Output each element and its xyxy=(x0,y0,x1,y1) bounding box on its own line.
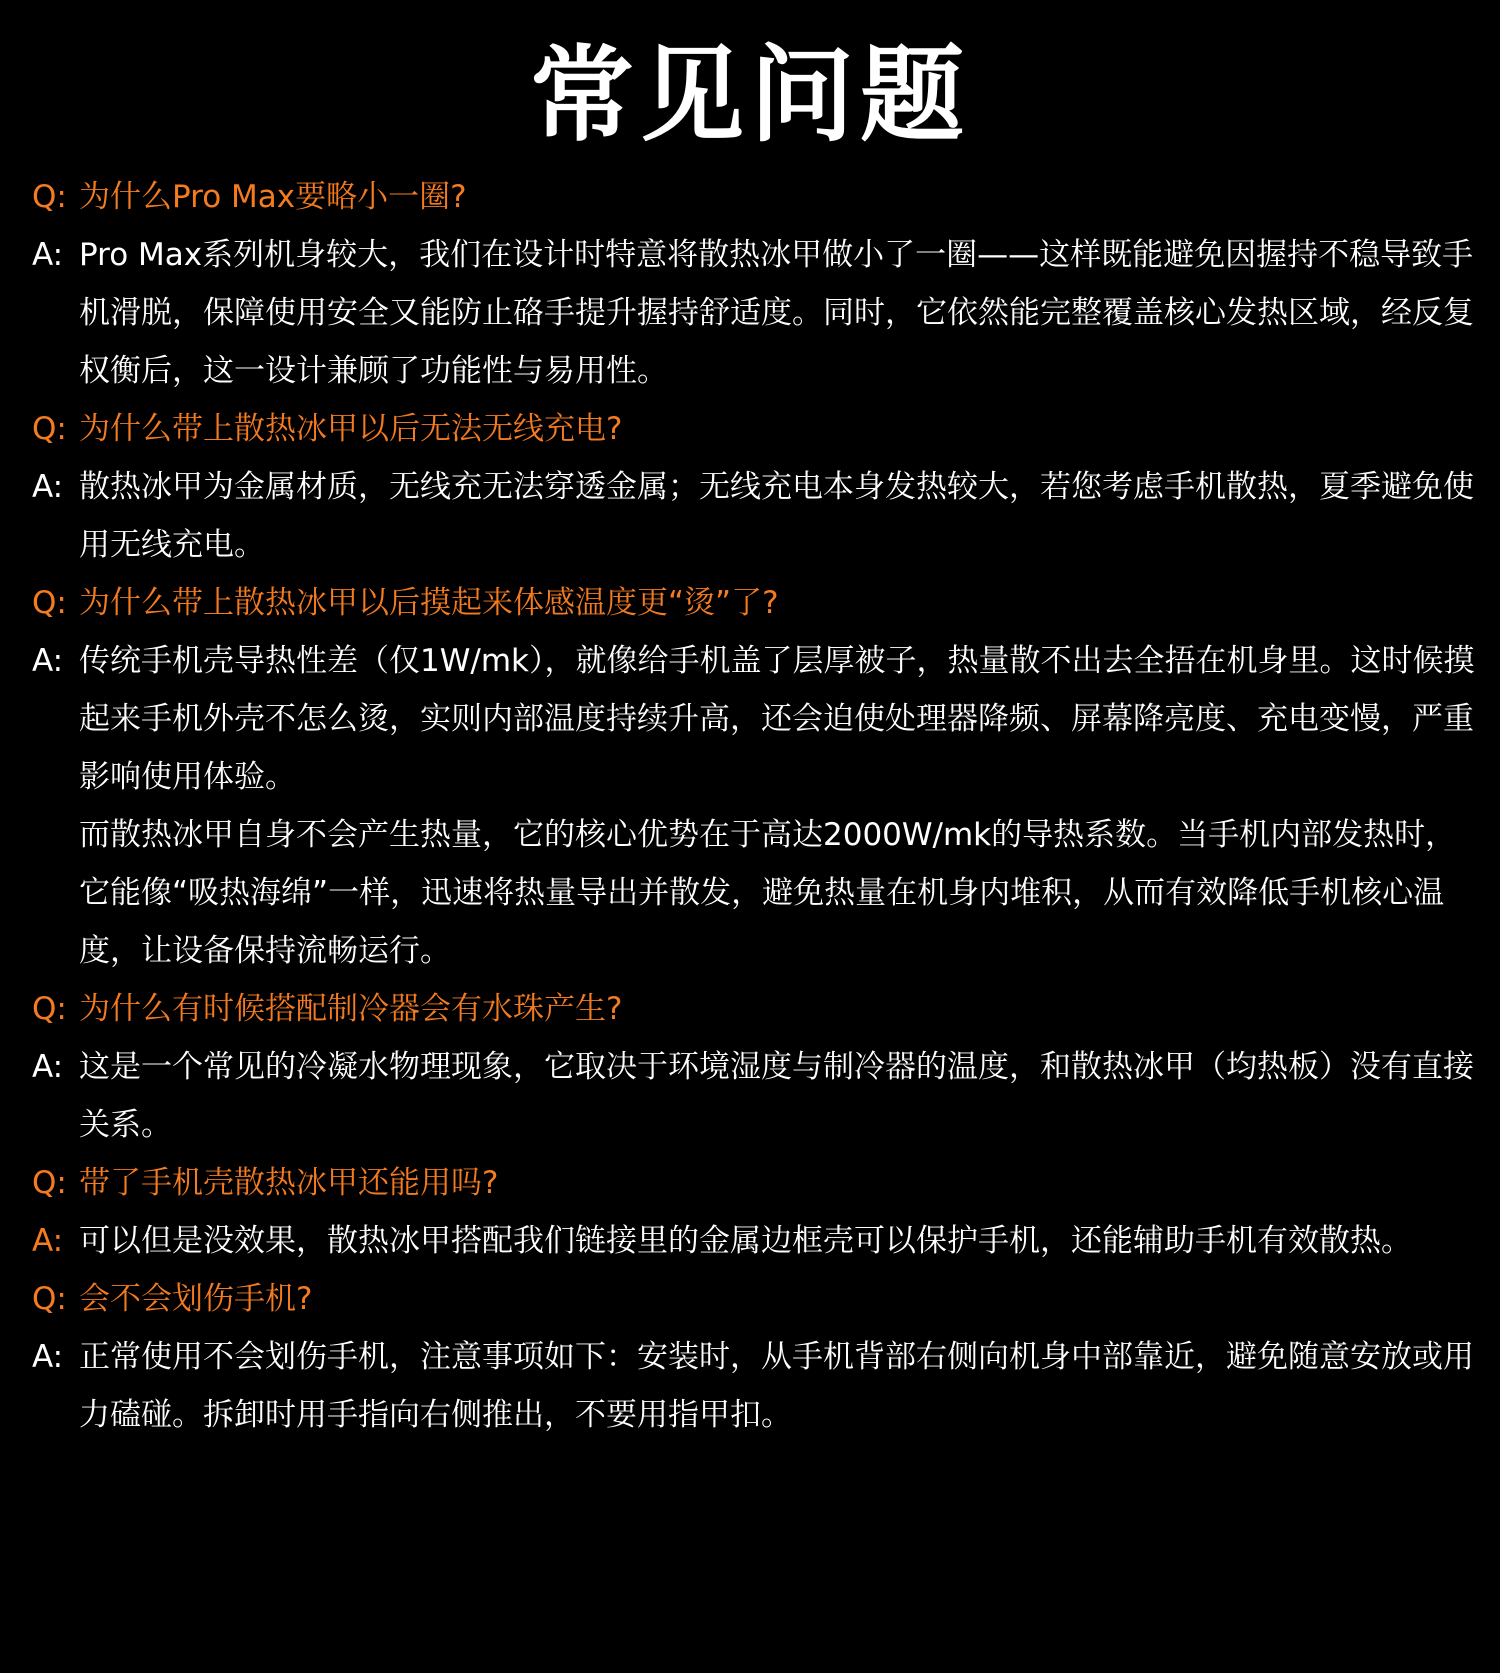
answer-text: 传统手机壳导热性差（仅1W/mk），就像给手机盖了层厚被子，热量散不出去全捂在机身里。这时候摸起来手机外壳不怎么烫，实则内部温度持续升高，还会迫使处理器降频、屏幕降亮度、充电变慢，严重影响使用体验。 xyxy=(79,643,1475,795)
question-label: Q: xyxy=(32,991,67,1027)
answer-label: A: xyxy=(32,469,64,505)
question-text: 会不会划伤手机? xyxy=(79,1281,313,1317)
answer-text: 散热冰甲为金属材质，无线充无法穿透金属；无线充电本身发热较大，若您考虑手机散热，夏季避免使用无线充电。 xyxy=(79,469,1474,563)
question-text: 为什么带上散热冰甲以后摸起来体感温度更“烫”了? xyxy=(79,585,779,621)
faq-question xyxy=(32,400,1487,458)
answer-label: A: xyxy=(32,1339,64,1375)
question-label: Q: xyxy=(32,411,67,447)
question-text: 为什么Pro Max要略小一圈? xyxy=(79,179,467,215)
faq-question xyxy=(32,168,1487,226)
question-text: 为什么带上散热冰甲以后无法无线充电? xyxy=(79,411,623,447)
faq-answer xyxy=(32,226,1487,400)
answer-text: 而散热冰甲自身不会产生热量，它的核心优势在于高达2000W/mk的导热系数。当手机内部发热时，它能像“吸热海绵”一样，迅速将热量导出并散发，避免热量在机身内堆积，从而有效降低手机核心温度，让设备保持流畅运行。 xyxy=(79,817,1457,969)
answer-text: 这是一个常见的冷凝水物理现象，它取决于环境湿度与制冷器的温度，和散热冰甲（均热板）没有直接关系。 xyxy=(79,1049,1474,1143)
answer-label: A: xyxy=(32,237,64,273)
faq-question xyxy=(32,980,1487,1038)
answer-text: 正常使用不会划伤手机，注意事项如下：安装时，从手机背部右侧向机身中部靠近，避免随意安放或用力磕碰。拆卸时用手指向右侧推出，不要用指甲扣。 xyxy=(79,1339,1474,1433)
question-text: 为什么有时候搭配制冷器会有水珠产生? xyxy=(79,991,623,1027)
question-label: Q: xyxy=(32,1281,67,1317)
faq-question xyxy=(32,1270,1487,1328)
faq-answer xyxy=(32,1328,1487,1444)
answer-label: A: xyxy=(32,643,64,679)
faq-answer xyxy=(32,1038,1487,1154)
question-label: Q: xyxy=(32,179,67,215)
faq-question xyxy=(32,1154,1487,1212)
answer-label: A: xyxy=(32,1223,64,1259)
question-text: 带了手机壳散热冰甲还能用吗? xyxy=(79,1165,499,1201)
question-label: Q: xyxy=(32,585,67,621)
faq-answer xyxy=(32,632,1487,980)
page-title: 常见问题 xyxy=(529,34,970,156)
answer-label: A: xyxy=(32,1049,64,1085)
faq-answer xyxy=(32,1212,1487,1270)
faq-answer xyxy=(32,458,1487,574)
faq-question xyxy=(32,574,1487,632)
question-label: Q: xyxy=(32,1165,67,1201)
answer-text: Pro Max系列机身较大，我们在设计时特意将散热冰甲做小了一圈——这样既能避免因握持不稳导致手机滑脱，保障使用安全又能防止硌手提升握持舒适度。同时，它依然能完整覆盖核心发热区域，经反复权衡后，这一设计兼顾了功能性与易用性。 xyxy=(79,237,1474,389)
answer-text: 可以但是没效果，散热冰甲搭配我们链接里的金属边框壳可以保护手机，还能辅助手机有效散热。 xyxy=(79,1223,1412,1259)
faq-list xyxy=(32,168,1487,1444)
